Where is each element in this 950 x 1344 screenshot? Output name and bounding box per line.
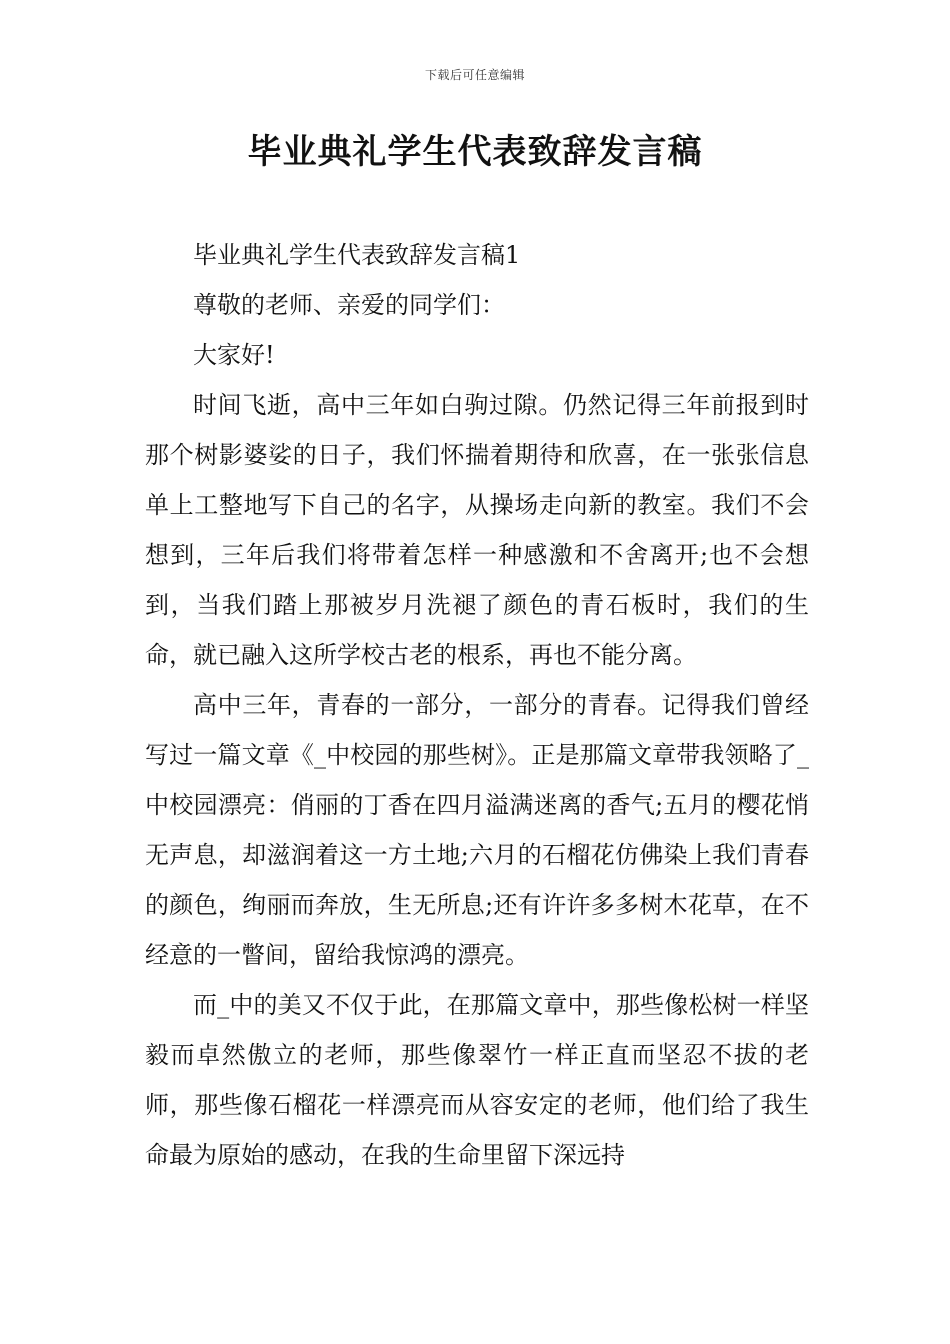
paragraph: 高中三年，青春的一部分，一部分的青春。记得我们曾经写过一篇文章《_中校园的那些树》。正是那篇文章带我领略了_中校园漂亮：俏丽的丁香在四月溢满迷离的香气;五月的樱花悄无声息，却滋润着这一方土地;六月的石榴花仿佛染上我们青春的颜色，绚丽而奔放，生无所息;还有许许多多树木花草，在不经意的一瞥间，留给我惊鸿的漂亮。: [145, 691, 809, 969]
paragraph-greeting: 大家好!: [193, 341, 275, 369]
document-title: 毕业典礼学生代表致辞发言稿: [247, 132, 703, 172]
paragraph-salutation: 尊敬的老师、亲爱的同学们：: [193, 291, 505, 319]
paragraph: 而_中的美又不仅于此，在那篇文章中，那些像松树一样坚毅而卓然傲立的老师，那些像翠竹一样正直而坚忍不拔的老师，那些像石榴花一样漂亮而从容安定的老师，他们给了我生命最为原始的感动，在我的生命里留下深远持: [145, 991, 809, 1169]
header-note: 下载后可任意编辑: [424, 68, 525, 82]
document-body: [145, 230, 809, 1180]
paragraph: 时间飞逝，高中三年如白驹过隙。仍然记得三年前报到时那个树影婆娑的日子，我们怀揣着期待和欣喜，在一张张信息单上工整地写下自己的名字，从操场走向新的教室。我们不会想到，三年后我们将带着怎样一种感激和不舍离开;也不会想到，当我们踏上那被岁月洗褪了颜色的青石板时，我们的生命，就已融入这所学校古老的根系，再也不能分离。: [145, 391, 809, 669]
paragraph-subtitle: 毕业典礼学生代表致辞发言稿1: [193, 241, 521, 269]
